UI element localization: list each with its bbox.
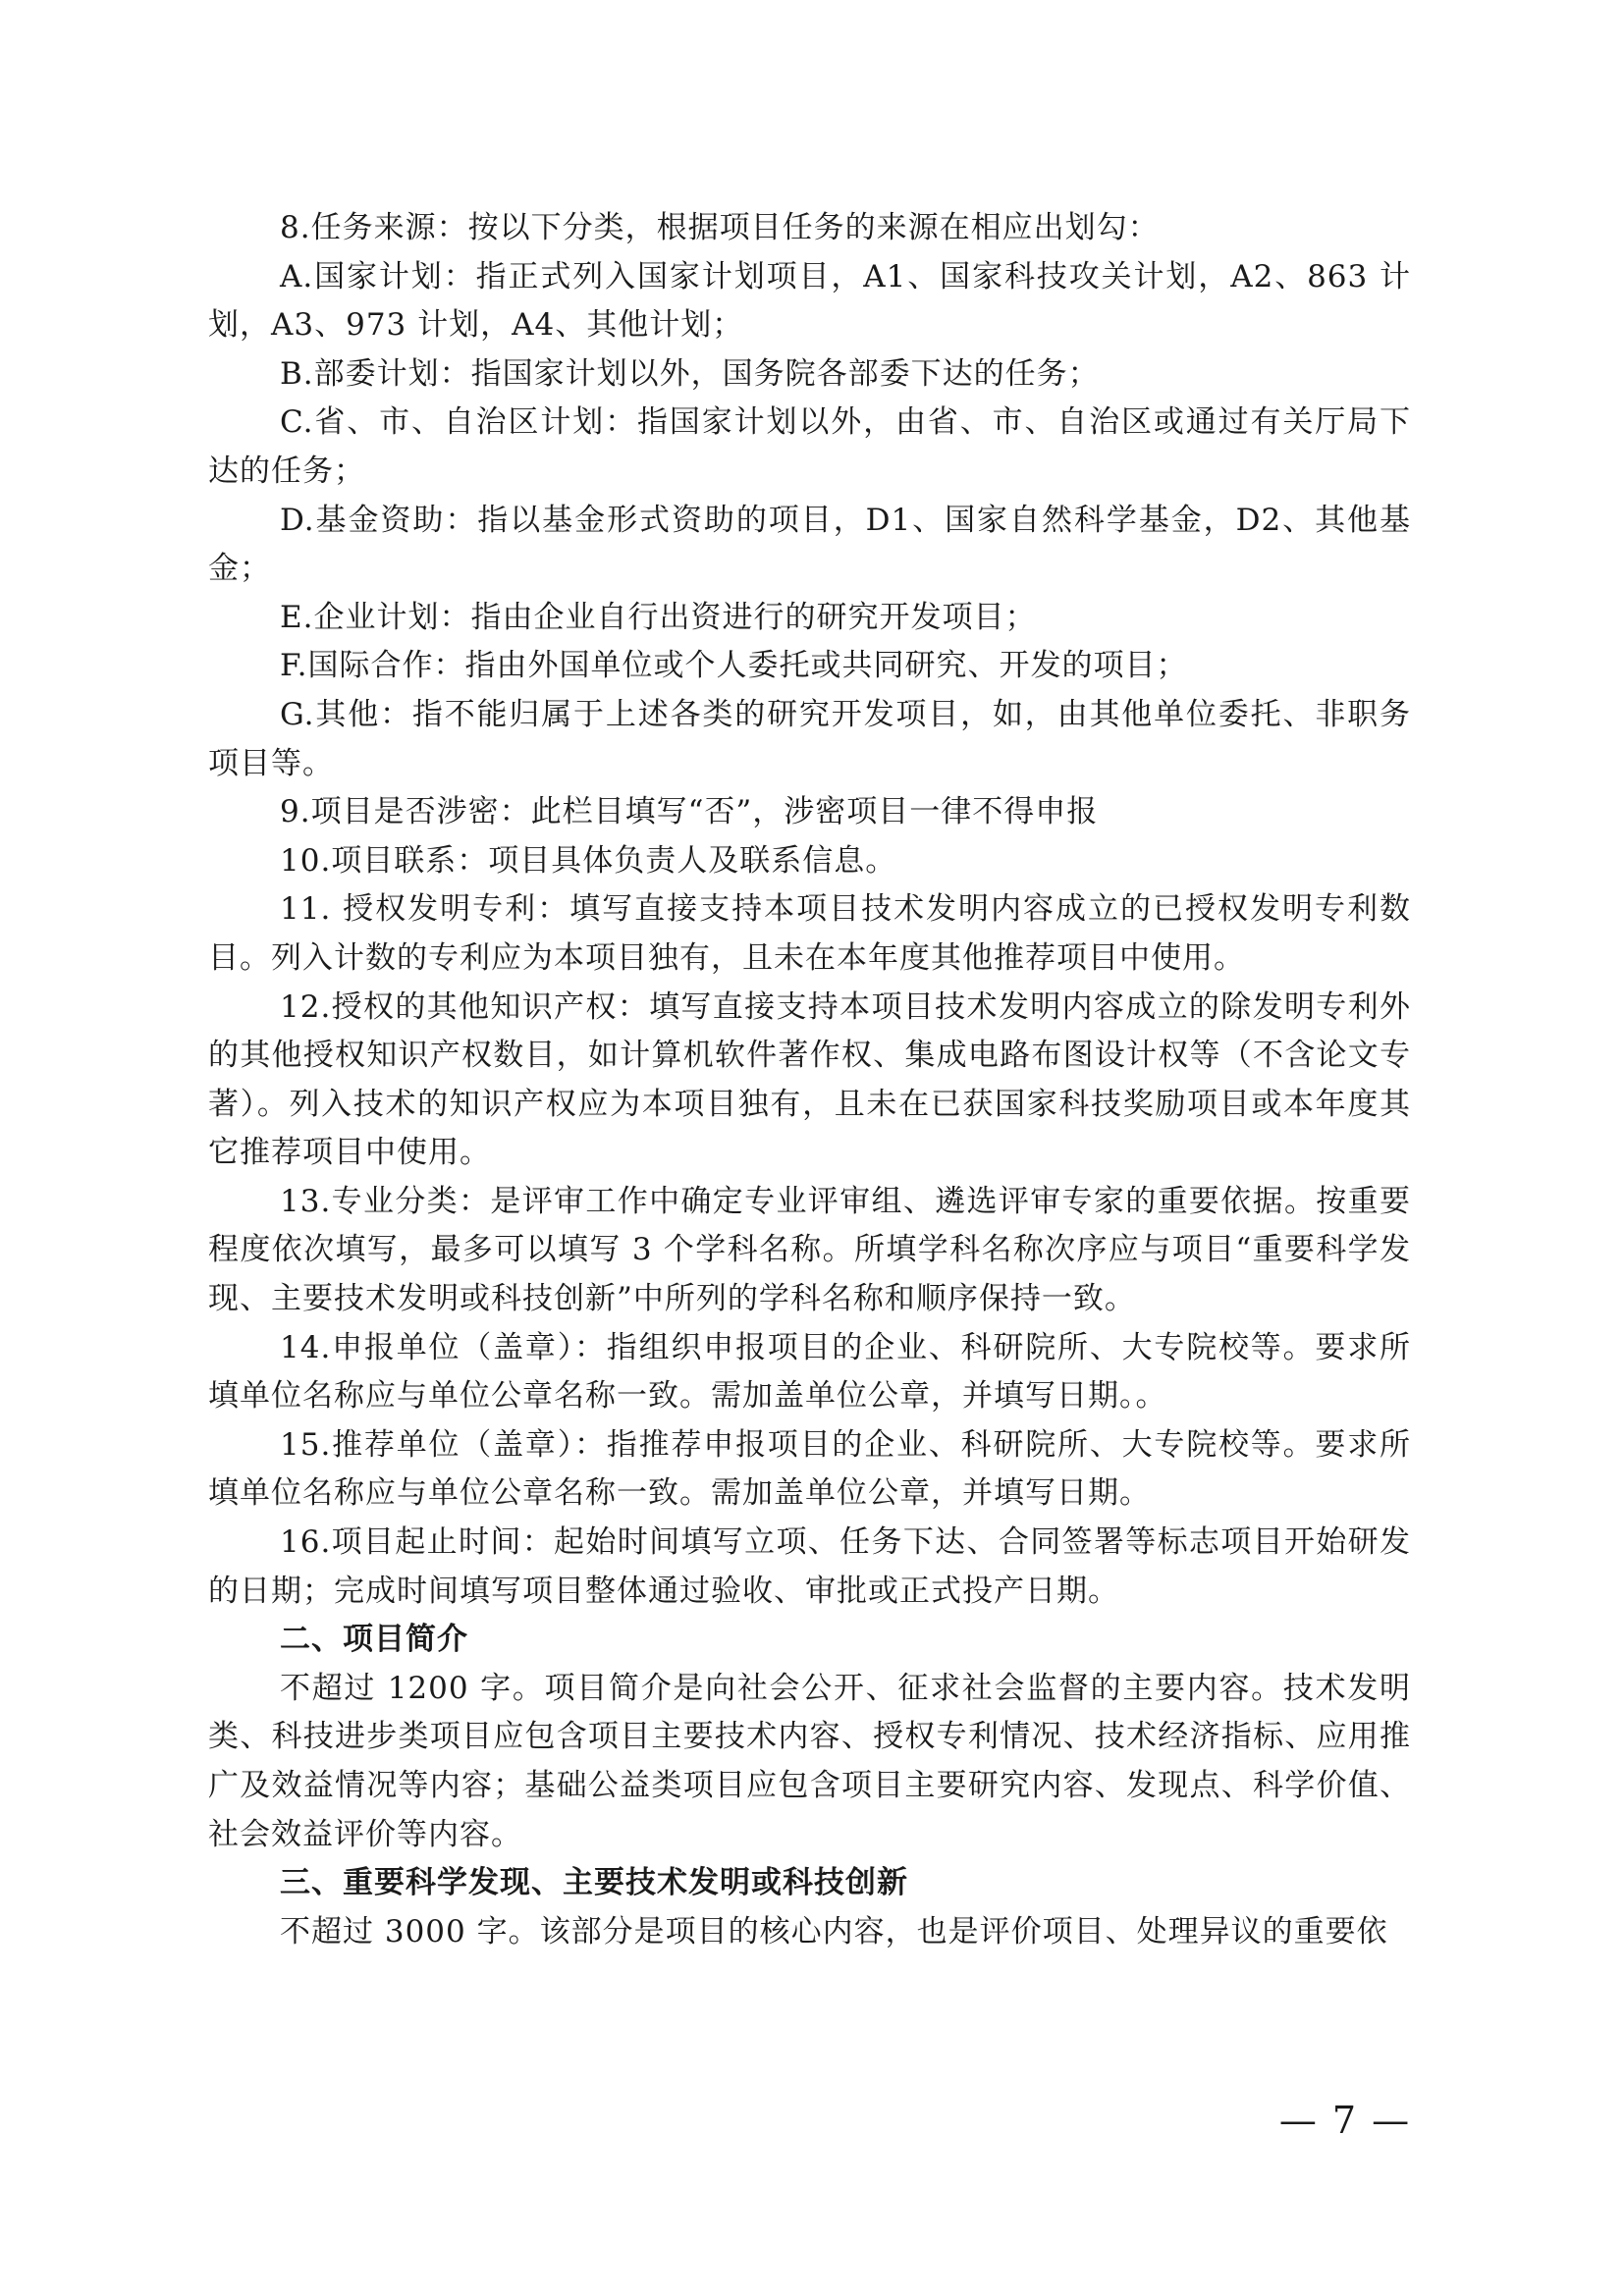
paragraph: 10.项目联系：项目具体负责人及联系信息。 xyxy=(280,842,897,879)
section-heading: 三、重要科学发现、主要技术发明或科技创新 xyxy=(280,1865,908,1901)
paragraph: B.部委计划：指国家计划以外，国务院各部委下达的任务； xyxy=(280,355,1100,392)
paragraph: 12.授权的其他知识产权：填写直接支持本项目技术发明内容成立的除发明专利外的其他授权知识产权数目，如计算机软件著作权、集成电路布图设计权等（不含论文专著）。列入技术的知识产权应为本项目独有，且未在已获国家科技奖励项目或本年度其它推荐项目中使用。 xyxy=(208,988,1411,1171)
paragraph: 13.专业分类：是评审工作中确定专业评审组、遴选评审专家的重要依据。按重要程度依次填写，最多可以填写 3 个学科名称。所填学科名称次序应与项目“重要科学发现、主要技术发明或科技创新”中所列的学科名称和顺序保持一致。 xyxy=(208,1183,1411,1317)
paragraph: 15.推荐单位（盖章）：指推荐申报项目的企业、科研院所、大专院校等。要求所填单位名称应与单位公章名称一致。需加盖单位公章，并填写日期。 xyxy=(208,1426,1411,1512)
section-heading: 二、项目简介 xyxy=(280,1622,468,1658)
paragraph: 不超过 3000 字。该部分是项目的核心内容，也是评价项目、处理异议的重要依 xyxy=(280,1913,1388,1949)
paragraph: C.省、市、自治区计划：指国家计划以外，由省、市、自治区或通过有关厅局下达的任务； xyxy=(208,404,1411,489)
paragraph: E.企业计划：指由企业自行出资进行的研究开发项目； xyxy=(280,599,1037,635)
paragraph: 不超过 1200 字。项目简介是向社会公开、征求社会监督的主要内容。技术发明类、科技进步类项目应包含项目主要技术内容、授权专利情况、技术经济指标、应用推广及效益情况等内容；基础公益类项目应包含项目主要研究内容、发现点、科学价值、社会效益评价等内容。 xyxy=(208,1670,1411,1852)
page-number: — 7 — xyxy=(1278,2099,1412,2142)
paragraph: G.其他：指不能归属于上述各类的研究开发项目，如，由其他单位委托、非职务项目等。 xyxy=(208,696,1411,781)
paragraph: 11. 授权发明专利：填写直接支持本项目技术发明内容成立的已授权发明专利数目。列入计数的专利应为本项目独有，且未在本年度其他推荐项目中使用。 xyxy=(208,891,1411,976)
paragraph: D.基金资助：指以基金形式资助的项目，D1、国家自然科学基金，D2、其他基金； xyxy=(208,502,1411,587)
paragraph: A.国家计划：指正式列入国家计划项目，A1、国家科技攻关计划，A2、863 计划，A3、973 计划，A4、其他计划； xyxy=(208,258,1411,344)
paragraph: F.国际合作：指由外国单位或个人委托或共同研究、开发的项目； xyxy=(280,648,1188,684)
document-body xyxy=(208,204,1411,1956)
paragraph: 8.任务来源：按以下分类，根据项目任务的来源在相应出划勾： xyxy=(280,210,1160,245)
paragraph: 9.项目是否涉密：此栏目填写“否”，涉密项目一律不得申报 xyxy=(280,794,1099,830)
paragraph: 14.申报单位（盖章）：指组织申报项目的企业、科研院所、大专院校等。要求所填单位名称应与单位公章名称一致。需加盖单位公章，并填写日期。。 xyxy=(208,1329,1411,1415)
paragraph: 16.项目起止时间：起始时间填写立项、任务下达、合同签署等标志项目开始研发的日期；完成时间填写项目整体通过验收、审批或正式投产日期。 xyxy=(208,1524,1411,1609)
